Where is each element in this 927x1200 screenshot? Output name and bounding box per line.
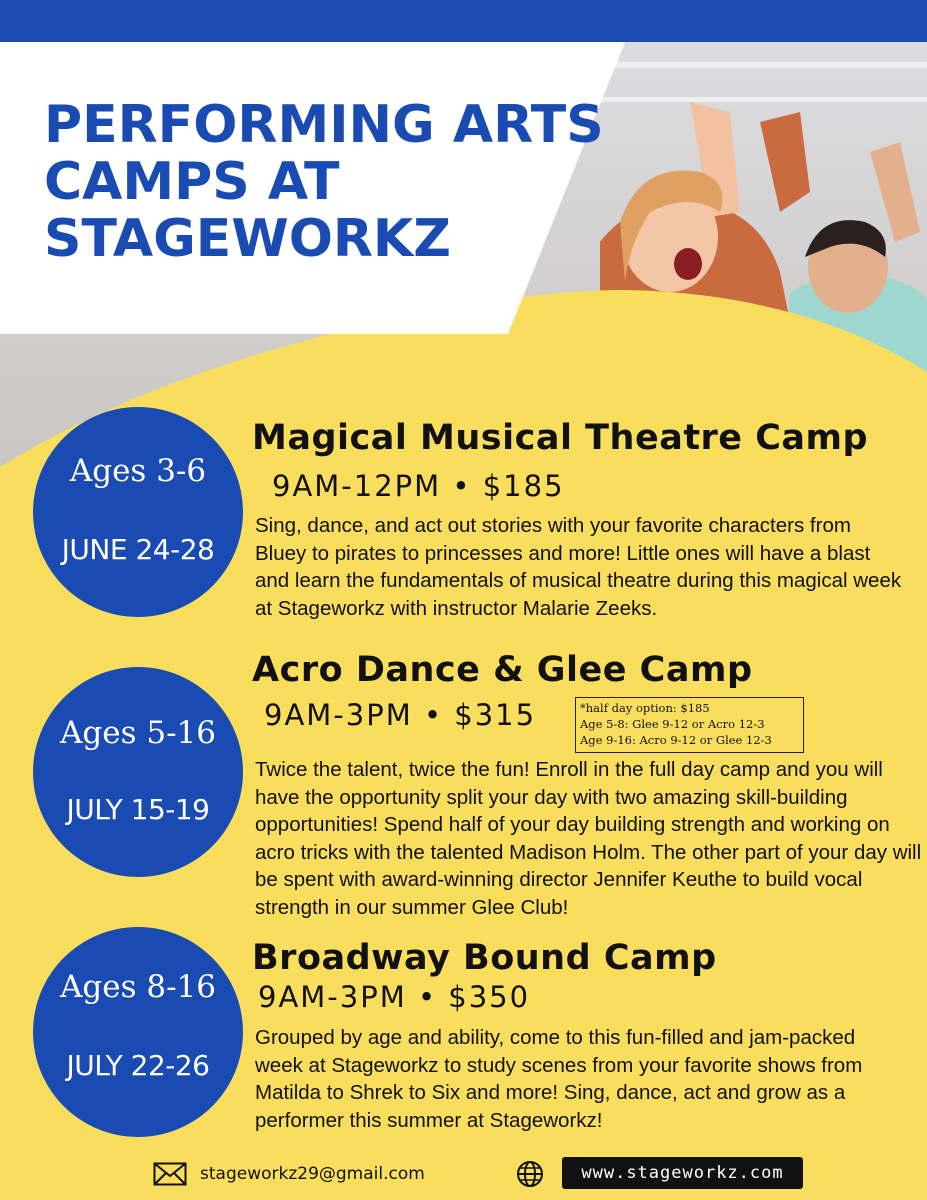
camp-3-badge	[33, 927, 243, 1137]
top-blue-bar	[0, 0, 927, 42]
half-day-note-line: Age 9-16: Acro 9-12 or Glee 12-3	[580, 733, 772, 747]
camp-3-dates: JULY 22-26	[66, 1049, 210, 1082]
globe-icon	[516, 1160, 544, 1188]
camp-2-description: Twice the talent, twice the fun! Enroll in the full day camp and you will have the opportunity split your day with two amazing skill-building opportunities! Spend half of your day building strength and working on acro tricks with the talented Madison Holm. The other part of your day will be spent with award-winning director Jennifer Keuthe to build vocal strength in our summer Glee Club!	[255, 758, 922, 919]
camp-2-time-price: 9AM-3PM • $315	[264, 698, 537, 732]
camp-1-badge	[33, 407, 243, 617]
camp-1-ages: Ages 3-6	[69, 453, 207, 489]
half-day-note	[575, 697, 804, 753]
camp-2-badge	[33, 667, 243, 877]
camp-2-title: Acro Dance & Glee Camp	[252, 650, 753, 690]
camp-2-ages: Ages 5-16	[60, 715, 216, 751]
page-title: PERFORMING ARTS CAMPS AT STAGEWORKZ	[44, 95, 604, 269]
camp-3-ages: Ages 8-16	[60, 969, 216, 1005]
camp-1-dates: JUNE 24-28	[61, 533, 215, 566]
camp-1-title: Magical Musical Theatre Camp	[252, 418, 869, 458]
camp-1-description: Sing, dance, and act out stories with your favorite characters from Bluey to pirates to princesses and more! Little ones will have a blast and learn the fundamentals of musical theatre during this magical week at Stageworkz with instructor Malarie Zeeks.	[255, 514, 902, 620]
camp-3-time-price: 9AM-3PM • $350	[258, 980, 531, 1014]
camp-3-title: Broadway Bound Camp	[252, 938, 717, 978]
half-day-note-line: Age 5-8: Glee 9-12 or Acro 12-3	[580, 717, 765, 731]
website-link[interactable]: www.stageworkz.com	[562, 1157, 803, 1189]
contact-email[interactable]: stageworkz29@gmail.com	[200, 1164, 425, 1184]
camp-3-description: Grouped by age and ability, come to this fun-filled and jam-packed week at Stageworkz to study scenes from your favorite shows from Matilda to Shrek to Six and more! Sing, dance, act and grow as a performer this summer at Stageworkz!	[255, 1026, 863, 1132]
camp-1-time-price: 9AM-12PM • $185	[272, 469, 565, 503]
camp-2-dates: JULY 15-19	[66, 793, 210, 826]
envelope-icon	[153, 1162, 187, 1186]
half-day-note-line: *half day option: $185	[580, 701, 710, 715]
